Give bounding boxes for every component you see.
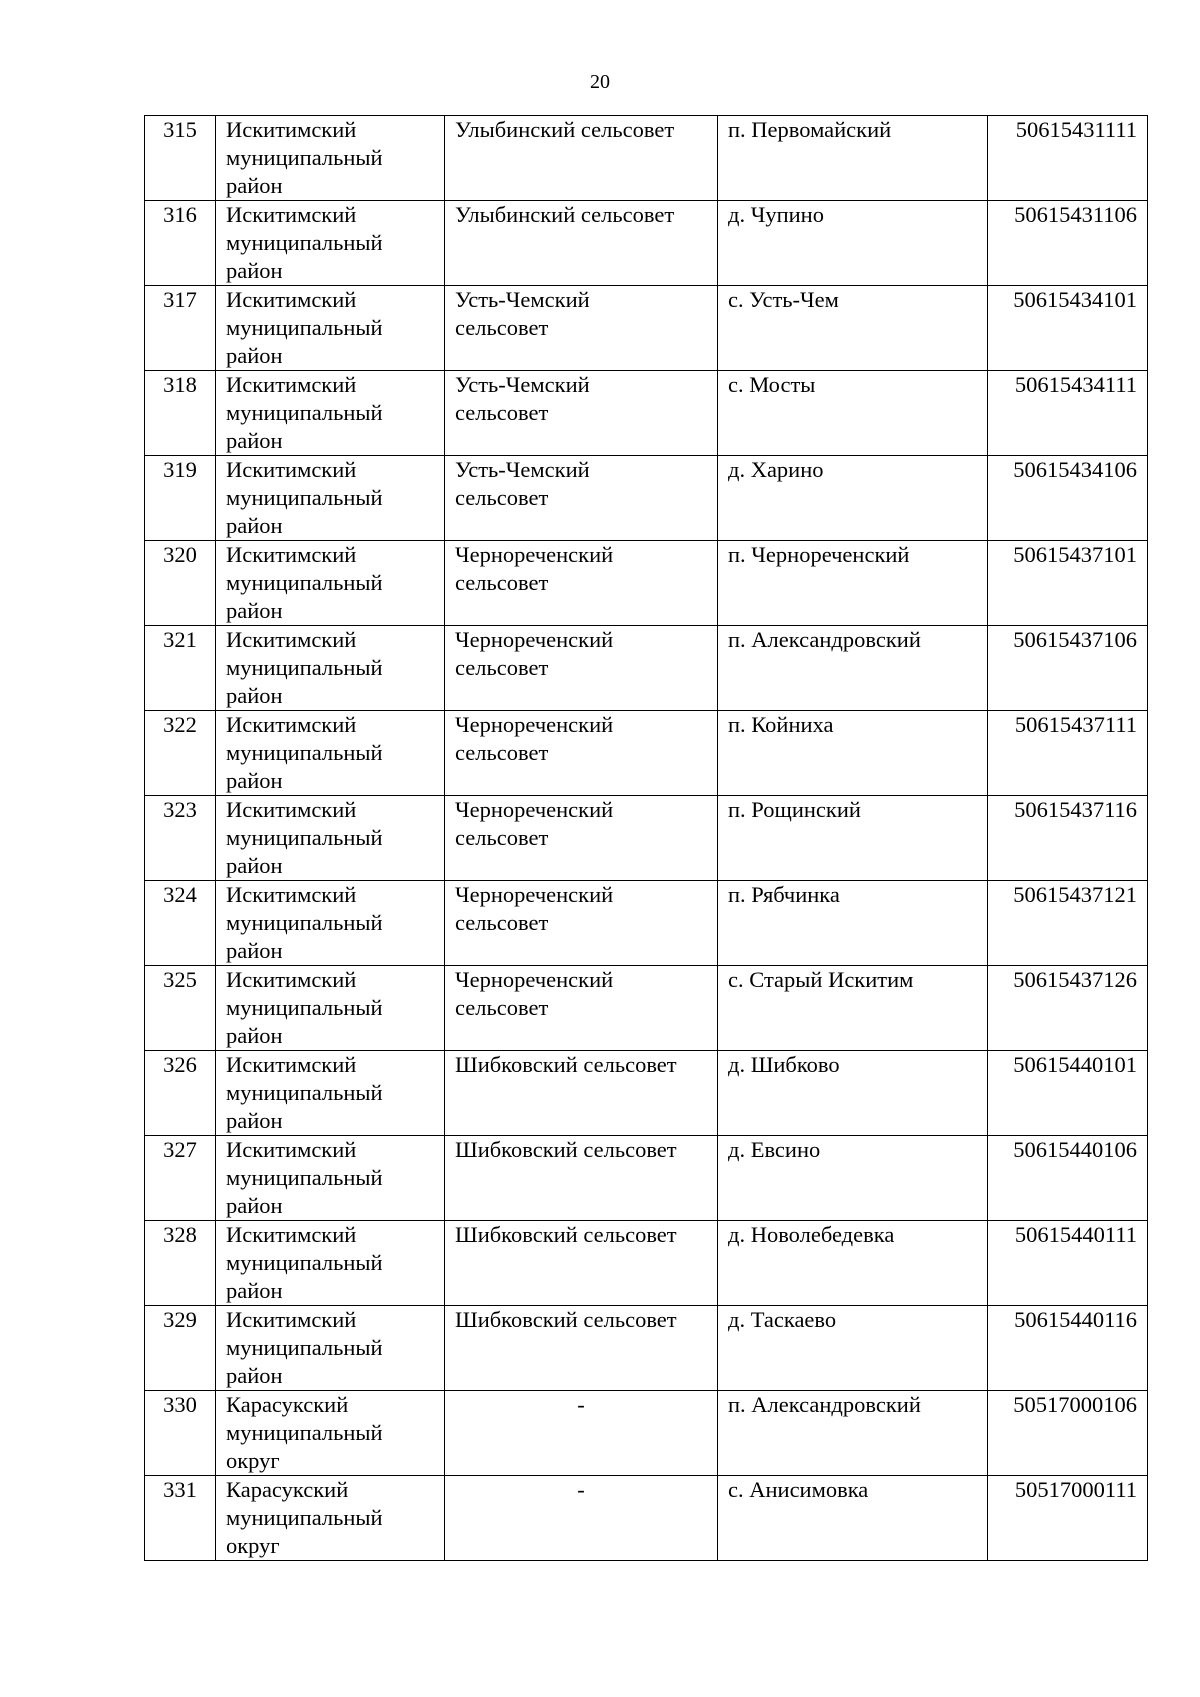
cell-code — [988, 966, 1148, 1051]
cell-council — [445, 1391, 718, 1476]
cell-district — [216, 1051, 445, 1136]
cell-council — [445, 456, 718, 541]
district-text: Искитимский муниципальный район — [226, 712, 383, 793]
settlement-text: д. Чупино — [728, 202, 824, 227]
cell-settlement — [718, 796, 988, 881]
cell-district — [216, 796, 445, 881]
council-text: Чернореченский сельсовет — [455, 712, 614, 765]
table-row — [145, 286, 1148, 371]
district-text: Карасукский муниципальный округ — [226, 1392, 383, 1473]
cell-settlement — [718, 1391, 988, 1476]
code-text: 50517000106 — [1013, 1392, 1137, 1417]
council-text: - — [577, 1477, 585, 1502]
cell-code — [988, 201, 1148, 286]
table-row — [145, 711, 1148, 796]
settlement-text: с. Анисимовка — [728, 1477, 869, 1502]
cell-code — [988, 626, 1148, 711]
settlement-text: д. Харино — [728, 457, 824, 482]
council-text: Усть-Чемский сельсовет — [455, 287, 590, 340]
cell-district — [216, 1306, 445, 1391]
cell-settlement — [718, 371, 988, 456]
district-text: Искитимский муниципальный район — [226, 882, 383, 963]
cell-code — [988, 1051, 1148, 1136]
district-text: Искитимский муниципальный район — [226, 202, 383, 283]
num-text: 326 — [163, 1052, 197, 1077]
code-text: 50615440111 — [1014, 1222, 1137, 1247]
settlements-table — [144, 115, 1148, 1561]
settlement-text: д. Новолебедевка — [728, 1222, 895, 1247]
cell-code — [988, 1136, 1148, 1221]
num-text: 315 — [163, 117, 197, 142]
cell-council — [445, 371, 718, 456]
settlement-text: с. Усть-Чем — [728, 287, 839, 312]
code-text: 50615437121 — [1013, 882, 1137, 907]
cell-settlement — [718, 286, 988, 371]
cell-district — [216, 1476, 445, 1561]
cell-code — [988, 796, 1148, 881]
council-text: - — [577, 1392, 585, 1417]
cell-district — [216, 286, 445, 371]
cell-council — [445, 881, 718, 966]
district-text: Искитимский муниципальный район — [226, 287, 383, 368]
cell-code — [988, 1306, 1148, 1391]
cell-district — [216, 1391, 445, 1476]
cell-num — [145, 1136, 216, 1221]
cell-code — [988, 456, 1148, 541]
cell-council — [445, 1136, 718, 1221]
table-row — [145, 1476, 1148, 1561]
council-text: Шибковский сельсовет — [455, 1307, 677, 1332]
cell-code — [988, 1221, 1148, 1306]
num-text: 318 — [163, 372, 197, 397]
cell-district — [216, 201, 445, 286]
table-row — [145, 456, 1148, 541]
settlement-text: п. Александровский — [728, 1392, 921, 1417]
cell-settlement — [718, 1306, 988, 1391]
cell-num — [145, 1221, 216, 1306]
district-text: Искитимский муниципальный район — [226, 1307, 383, 1388]
table-row — [145, 541, 1148, 626]
cell-code — [988, 1476, 1148, 1561]
settlement-text: с. Старый Искитим — [728, 967, 914, 992]
cell-code — [988, 371, 1148, 456]
cell-settlement — [718, 626, 988, 711]
cell-district — [216, 711, 445, 796]
cell-council — [445, 966, 718, 1051]
cell-code — [988, 541, 1148, 626]
code-text: 50615434101 — [1013, 287, 1137, 312]
district-text: Искитимский муниципальный район — [226, 457, 383, 538]
num-text: 325 — [163, 967, 197, 992]
cell-council — [445, 1051, 718, 1136]
num-text: 329 — [163, 1307, 197, 1332]
code-text: 50615440106 — [1013, 1137, 1137, 1162]
cell-num — [145, 1391, 216, 1476]
council-text: Усть-Чемский сельсовет — [455, 372, 590, 425]
table-row — [145, 796, 1148, 881]
cell-code — [988, 1391, 1148, 1476]
table-row — [145, 116, 1148, 201]
cell-settlement — [718, 1221, 988, 1306]
cell-num — [145, 201, 216, 286]
cell-settlement — [718, 541, 988, 626]
district-text: Искитимский муниципальный район — [226, 117, 383, 198]
table-row — [145, 966, 1148, 1051]
code-text: 50615437111 — [1014, 712, 1137, 737]
district-text: Искитимский муниципальный район — [226, 1052, 383, 1133]
num-text: 322 — [163, 712, 197, 737]
cell-council — [445, 541, 718, 626]
table-row — [145, 881, 1148, 966]
cell-council — [445, 711, 718, 796]
cell-district — [216, 881, 445, 966]
council-text: Улыбинский сельсовет — [455, 117, 675, 142]
council-text: Усть-Чемский сельсовет — [455, 457, 590, 510]
district-text: Искитимский муниципальный район — [226, 627, 383, 708]
district-text: Искитимский муниципальный район — [226, 372, 383, 453]
settlement-text: п. Рощинский — [728, 797, 861, 822]
cell-council — [445, 1306, 718, 1391]
settlement-text: д. Таскаево — [728, 1307, 837, 1332]
cell-settlement — [718, 1051, 988, 1136]
code-text: 50615434111 — [1014, 372, 1137, 397]
council-text: Шибковский сельсовет — [455, 1137, 677, 1162]
district-text: Искитимский муниципальный район — [226, 1137, 383, 1218]
cell-council — [445, 116, 718, 201]
cell-num — [145, 1476, 216, 1561]
cell-settlement — [718, 1136, 988, 1221]
cell-district — [216, 541, 445, 626]
cell-district — [216, 371, 445, 456]
cell-code — [988, 881, 1148, 966]
table-row — [145, 1306, 1148, 1391]
cell-num — [145, 796, 216, 881]
cell-settlement — [718, 966, 988, 1051]
num-text: 330 — [163, 1392, 197, 1417]
cell-code — [988, 286, 1148, 371]
council-text: Чернореченский сельсовет — [455, 542, 614, 595]
cell-council — [445, 1476, 718, 1561]
council-text: Чернореченский сельсовет — [455, 797, 614, 850]
cell-num — [145, 1306, 216, 1391]
code-text: 50517000111 — [1014, 1477, 1137, 1502]
code-text: 50615440116 — [1014, 1307, 1137, 1332]
district-text: Искитимский муниципальный район — [226, 1222, 383, 1303]
council-text: Шибковский сельсовет — [455, 1052, 677, 1077]
cell-num — [145, 881, 216, 966]
cell-num — [145, 541, 216, 626]
district-text: Искитимский муниципальный район — [226, 797, 383, 878]
cell-council — [445, 796, 718, 881]
council-text: Улыбинский сельсовет — [455, 202, 675, 227]
district-text: Карасукский муниципальный округ — [226, 1477, 383, 1558]
code-text: 50615437106 — [1013, 627, 1137, 652]
code-text: 50615437116 — [1014, 797, 1137, 822]
page-number: 20 — [590, 71, 610, 93]
num-text: 323 — [163, 797, 197, 822]
settlement-text: п. Первомайский — [728, 117, 892, 142]
cell-settlement — [718, 1476, 988, 1561]
cell-district — [216, 1136, 445, 1221]
code-text: 50615431111 — [1015, 117, 1137, 142]
settlement-text: п. Койниха — [728, 712, 834, 737]
cell-settlement — [718, 201, 988, 286]
cell-num — [145, 456, 216, 541]
cell-num — [145, 626, 216, 711]
num-text: 316 — [163, 202, 197, 227]
num-text: 320 — [163, 542, 197, 567]
cell-district — [216, 1221, 445, 1306]
cell-num — [145, 371, 216, 456]
cell-district — [216, 116, 445, 201]
table-row — [145, 371, 1148, 456]
cell-num — [145, 1051, 216, 1136]
council-text: Чернореченский сельсовет — [455, 882, 614, 935]
district-text: Искитимский муниципальный район — [226, 967, 383, 1048]
settlement-text: д. Евсино — [728, 1137, 821, 1162]
cell-council — [445, 1221, 718, 1306]
settlement-text: п. Чернореченский — [728, 542, 910, 567]
cell-code — [988, 711, 1148, 796]
council-text: Шибковский сельсовет — [455, 1222, 677, 1247]
settlement-text: п. Александровский — [728, 627, 921, 652]
cell-num — [145, 966, 216, 1051]
cell-settlement — [718, 881, 988, 966]
settlement-text: д. Шибково — [728, 1052, 840, 1077]
table-row — [145, 1136, 1148, 1221]
cell-council — [445, 286, 718, 371]
cell-settlement — [718, 116, 988, 201]
cell-settlement — [718, 711, 988, 796]
settlement-text: с. Мосты — [728, 372, 816, 397]
code-text: 50615437126 — [1013, 967, 1137, 992]
cell-num — [145, 711, 216, 796]
table-row — [145, 1051, 1148, 1136]
num-text: 328 — [163, 1222, 197, 1247]
code-text: 50615440101 — [1013, 1052, 1137, 1077]
num-text: 321 — [163, 627, 197, 652]
district-text: Искитимский муниципальный район — [226, 542, 383, 623]
cell-num — [145, 286, 216, 371]
table-row — [145, 1221, 1148, 1306]
cell-council — [445, 626, 718, 711]
num-text: 331 — [163, 1477, 197, 1502]
cell-district — [216, 626, 445, 711]
cell-district — [216, 456, 445, 541]
num-text: 319 — [163, 457, 197, 482]
num-text: 324 — [163, 882, 197, 907]
cell-settlement — [718, 456, 988, 541]
table-row — [145, 1391, 1148, 1476]
cell-district — [216, 966, 445, 1051]
cell-num — [145, 116, 216, 201]
code-text: 50615437101 — [1013, 542, 1137, 567]
num-text: 327 — [163, 1137, 197, 1162]
settlement-text: п. Рябчинка — [728, 882, 840, 907]
code-text: 50615431106 — [1014, 202, 1137, 227]
table-row — [145, 626, 1148, 711]
table-body — [145, 116, 1148, 1561]
council-text: Чернореченский сельсовет — [455, 967, 614, 1020]
code-text: 50615434106 — [1013, 457, 1137, 482]
cell-code — [988, 116, 1148, 201]
table-row — [145, 201, 1148, 286]
council-text: Чернореченский сельсовет — [455, 627, 614, 680]
cell-council — [445, 201, 718, 286]
num-text: 317 — [163, 287, 197, 312]
